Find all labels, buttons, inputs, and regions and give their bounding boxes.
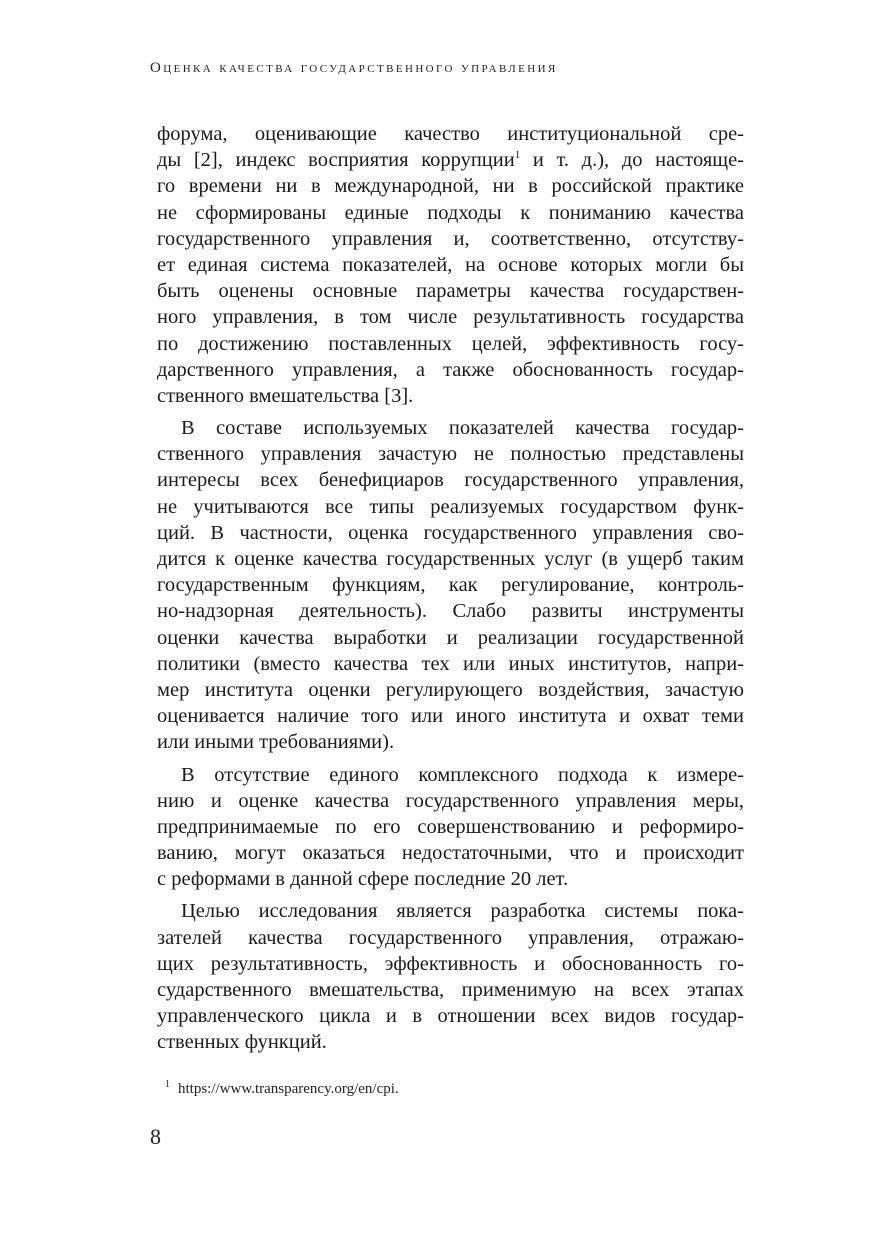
text-line: го времени ни в международной, ни в российской практике	[157, 175, 744, 198]
text-line: оценивается наличие того или иного института и охват теми	[157, 705, 744, 728]
text-line: управленческого цикла и в отношении всех видов государ-	[157, 1005, 744, 1028]
text-line: ет единая система показателей, на основе которых могли бы	[157, 253, 744, 276]
footnote	[165, 1079, 399, 1098]
text-line: В составе используемых показателей качества государ-	[181, 417, 744, 440]
text-line: форума, оценивающие качество институциональной сре-	[157, 123, 744, 145]
text-line: дарственного управления, а также обоснованность государ-	[157, 358, 744, 381]
paragraph-3	[157, 762, 744, 893]
page-number: 8	[150, 1124, 161, 1149]
paragraph-2	[157, 415, 744, 755]
footnote-reference[interactable]: 1	[514, 149, 521, 162]
text-line: Целью исследования является разработка системы пока-	[181, 900, 744, 923]
text-line: мер института оценки регулирующего воздействия, зачастую	[157, 678, 744, 701]
text-line: или иными требованиями).	[157, 731, 395, 754]
text-segment: и т. д.), до настояще-	[520, 149, 744, 172]
text-line: оценки качества выработки и реализации государственной	[157, 626, 744, 649]
footnote-mark: 1	[165, 1079, 170, 1090]
text-line: но-надзорная деятельность). Слабо развиты инструменты	[157, 600, 744, 623]
text-line: ственного вмешательства [3].	[157, 384, 414, 407]
text-line: предпринимаемые по его совершенствованию и реформиро-	[157, 815, 744, 838]
text-line: В отсутствие единого комплексного подхода к измере-	[181, 763, 744, 786]
text-line: ственного управления зачастую не полностью представлены	[157, 443, 744, 466]
text-line: не учитываются все типы реализуемых государством функ-	[157, 495, 744, 518]
text-line: быть оценены основные параметры качества государствен-	[157, 280, 744, 303]
text-segment: ды [2], индекс восприятия коррупции	[157, 149, 515, 172]
text-line: ций. В частности, оценка государственного управления сво-	[157, 521, 744, 544]
text-line: государственным функциям, как регулирование, контроль-	[157, 574, 744, 597]
text-line: сударственного вмешательства, применимую на всех этапах	[157, 979, 744, 1001]
body-text	[157, 121, 744, 1056]
footnote-link[interactable]: https://www.transparency.org/en/cpi.	[178, 1081, 399, 1097]
text-line: зателей качества государственного управления, отражаю-	[157, 926, 744, 949]
text-line: ственных функций.	[157, 1031, 327, 1054]
text-line: по достижению поставленных целей, эффективность госу-	[157, 332, 744, 355]
running-head: Оценка качества государственного управления	[150, 60, 558, 76]
text-line: ванию, могут оказаться недостаточными, что и происходит	[157, 842, 744, 865]
text-line: с реформами в данной сфере последние 20 лет.	[157, 868, 569, 891]
text-line: щих результативность, эффективность и обоснованность го-	[157, 952, 744, 975]
paragraph-4	[157, 898, 744, 1055]
text-line: дится к оценке качества государственных услуг (в ущерб таким	[157, 548, 744, 570]
text-line: интересы всех бенефициаров государственного управления,	[157, 469, 744, 492]
text-line: нию и оценке качества государственного управления меры,	[157, 789, 744, 812]
text-line-with-footnote-ref	[157, 147, 744, 173]
text-line: государственного управления и, соответственно, отсутству-	[157, 227, 744, 250]
text-line: не сформированы единые подходы к пониманию качества	[157, 201, 744, 224]
text-line: политики (вместо качества тех или иных институтов, напри-	[157, 652, 744, 675]
paragraph-1	[157, 121, 744, 409]
text-line: ного управления, в том числе результативность государства	[157, 306, 744, 329]
